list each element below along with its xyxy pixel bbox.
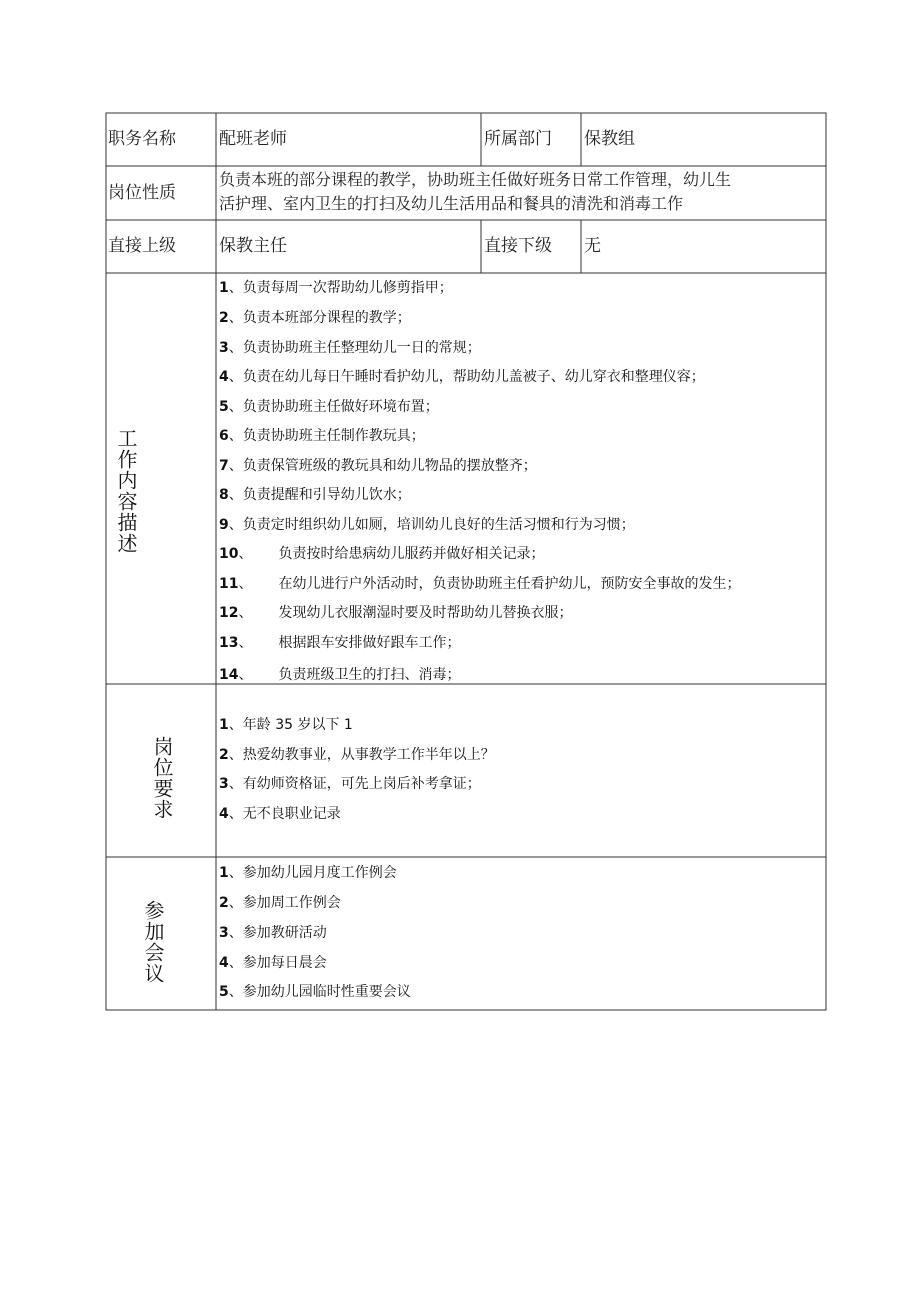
duties-title: 工作内容描述 [114, 428, 138, 554]
duty-item: 7、负责保管班级的教玩具和幼儿物品的摆放整齐； [219, 458, 537, 474]
department-label: 所属部门 [484, 129, 552, 149]
duty-item: 4、负责在幼儿每日午睡时看护幼儿，帮助幼儿盖被子、幼儿穿衣和整理仪容； [219, 369, 705, 385]
nature-label: 岗位性质 [108, 183, 176, 203]
duty-item: 2、负责本班部分课程的教学； [219, 310, 411, 326]
requirement-item: 4、无不良职业记录 [219, 806, 341, 822]
superior-label: 直接上级 [108, 236, 176, 256]
duty-item: 8、负责提醒和引导幼儿饮水； [219, 487, 411, 503]
requirement-item: 2、热爱幼教事业，从事教学工作半年以上？ [219, 747, 495, 763]
duty-item: 5、负责协助班主任做好环境布置； [219, 399, 439, 415]
nature-line-1: 负责本班的部分课程的教学，协助班主任做好班务日常工作管理，幼儿生 [219, 170, 732, 189]
subordinate-label: 直接下级 [484, 236, 552, 256]
duty-item: 6、负责协助班主任制作教玩具； [219, 428, 425, 444]
duty-item: 1、负责每周一次帮助幼儿修剪指甲； [219, 280, 453, 296]
subordinate-value: 无 [584, 236, 601, 256]
position-value: 配班老师 [219, 129, 287, 149]
requirements-title: 岗位要求 [150, 736, 174, 820]
requirement-item: 1、年龄 35 岁以下 1 [219, 717, 353, 733]
meeting-item: 5、参加幼儿园临时性重要会议 [219, 984, 411, 1000]
duty-item: 3、负责协助班主任整理幼儿一日的常规； [219, 340, 481, 356]
duty-item: 9、负责定时组织幼儿如厕，培训幼儿良好的生活习惯和行为习惯； [219, 517, 635, 533]
duty-item: 14、 负责班级卫生的打扫、消毒； [219, 667, 461, 683]
meeting-item: 1、参加幼儿园月度工作例会 [219, 865, 397, 881]
duty-item: 10、 负责按时给患病幼儿服药并做好相关记录； [219, 546, 545, 562]
meetings-title: 参加会议 [141, 900, 165, 984]
meeting-item: 2、参加周工作例会 [219, 895, 341, 911]
duty-item: 12、 发现幼儿衣服潮湿时要及时帮助幼儿替换衣服； [219, 605, 573, 621]
superior-value: 保教主任 [219, 236, 287, 256]
position-label: 职务名称 [108, 129, 176, 149]
nature-line-2: 活护理、室内卫生的打扫及幼儿生活用品和餐具的清洗和消毒工作 [219, 194, 684, 213]
requirement-item: 3、有幼师资格证，可先上岗后补考拿证； [219, 776, 481, 792]
duty-item: 13、 根据跟车安排做好跟车工作； [219, 635, 461, 651]
meeting-item: 4、参加每日晨会 [219, 955, 327, 971]
duty-item: 11、 在幼儿进行户外活动时，负责协助班主任看护幼儿，预防安全事故的发生； [219, 576, 741, 592]
department-value: 保教组 [584, 129, 635, 149]
meeting-item: 3、参加教研活动 [219, 925, 327, 941]
